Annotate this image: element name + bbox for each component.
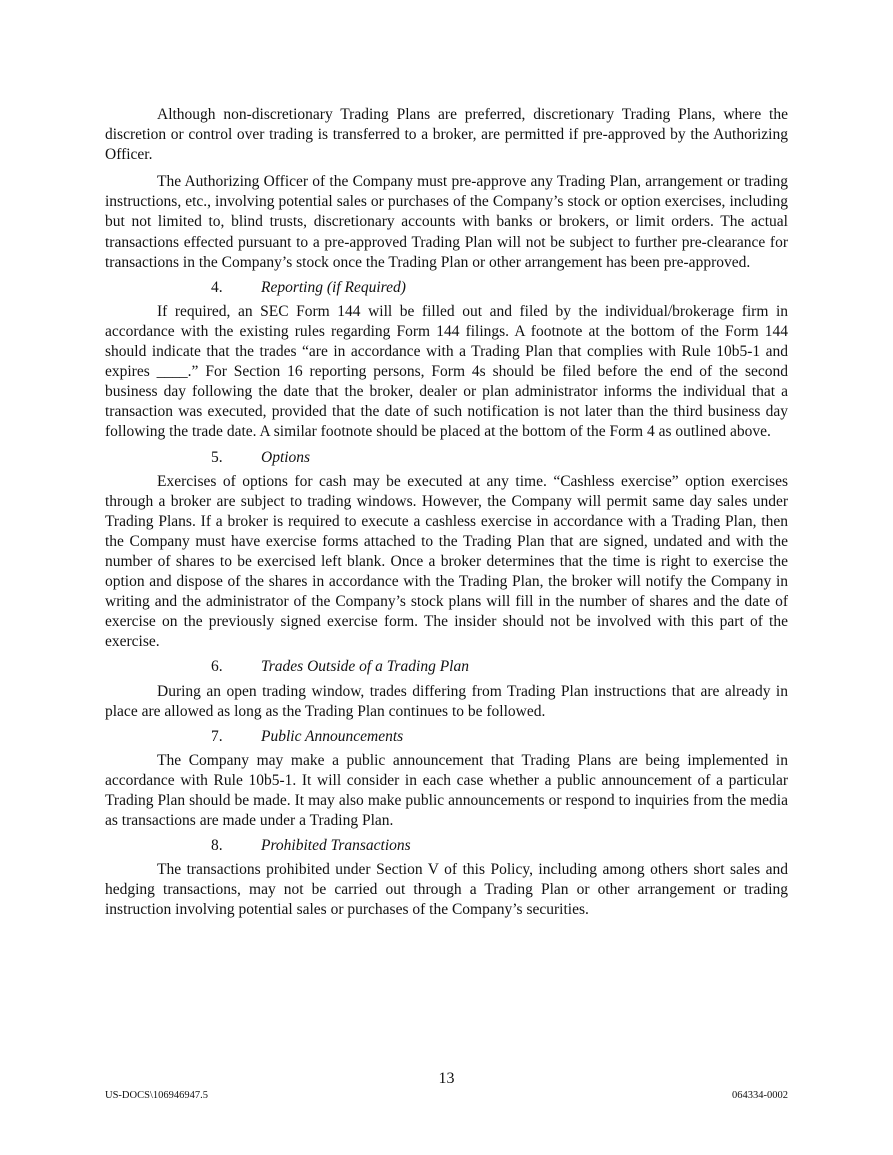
section-title: Options [261,448,311,466]
section-heading-public-announcements [105,727,788,747]
section-number: 6. [211,658,223,676]
paragraph-trades-outside: During an open trading window, trades differing from Trading Plan instructions that are already in place are allowed as long as the Trading Plan continues to be followed. [105,682,788,720]
section-title: Public Announcements [261,727,404,745]
footer-doc-id: US-DOCS\106946947.5 [105,1090,208,1101]
section-number: 4. [211,278,223,296]
page-number: 13 [438,1070,455,1087]
section-heading-reporting [105,278,788,298]
section-heading-options [105,448,788,468]
section-title: Reporting (if Required) [261,278,406,296]
section-number: 7. [211,727,223,745]
section-number: 8. [211,837,223,855]
paragraph-public-announcements: The Company may make a public announcement that Trading Plans are being implemented in accordance with Rule 10b5-1. It will consider in each case whether a public announcement of a particular Trading Plan should be made. It may also make public announcements or respond to inquiries from the media as transactions are made under a Trading Plan. [105,751,788,830]
section-title: Trades Outside of a Trading Plan [261,658,469,676]
paragraph-discretionary-plans: Although non-discretionary Trading Plans are preferred, discretionary Trading Plans, where the discretion or control over trading is transferred to a broker, are permitted if pre-approved by the Authorizing Officer. [105,106,788,164]
section-number: 5. [211,448,223,466]
paragraph-pre-approval: The Authorizing Officer of the Company must pre-approve any Trading Plan, arrangement or trading instructions, etc., involving potential sales or purchases of the Company’s stock or option exercises, including but not limited to, blind trusts, discretionary accounts with banks or brokers, or limit orders. The actual transactions effected pursuant to a pre-approved Trading Plan will not be subject to further pre-clearance for transactions in the Company’s stock once the Trading Plan or other arrangement has been pre-approved. [105,173,788,271]
paragraph-options: Exercises of options for cash may be executed at any time. “Cashless exercise” option exercises through a broker are subject to trading windows. However, the Company will permit same day sales under Trading Plans. If a broker is required to execute a cashless exercise in accordance with a Trading Plan, then the Company must have exercise forms attached to the Trading Plan that are signed, undated and with the number of shares to be exercised left blank. Once a broker determines that the time is right to exercise the option and dispose of the shares in accordance with the Trading Plan, the broker will notify the Company in writing and the administrator of the Company’s stock plans will fill in the number of shares and the date of exercise on the previously signed exercise form. The insider should not be involved with this part of the exercise. [105,472,788,651]
footer-matter-id: 064334-0002 [732,1090,788,1101]
paragraph-prohibited-transactions: The transactions prohibited under Section V of this Policy, including among others short sales and hedging transactions, may not be carried out through a Trading Plan or other arrangement or trading instruction involving potential sales or purchases of the Company’s securities. [105,861,788,919]
paragraph-reporting: If required, an SEC Form 144 will be filled out and filed by the individual/brokerage firm in accordance with the existing rules regarding Form 144 filings. A footnote at the bottom of the Form 144 should indicate that the trades “are in accordance with a Trading Plan that complies with Rule 10b5-1 and expires ____.” For Section 16 reporting persons, Form 4s should be filed before the end of the second business day following the date that the broker, dealer or plan administrator informs the individual that a transaction was executed, provided that the date of such notification is not later than the third business day following the trade date. A similar footnote should be placed at the bottom of the Form 4 as outlined above. [105,302,788,441]
section-title: Prohibited Transactions [261,837,411,855]
section-heading-trades-outside [105,657,788,677]
section-heading-prohibited-transactions [105,836,788,856]
document-body [105,105,788,928]
